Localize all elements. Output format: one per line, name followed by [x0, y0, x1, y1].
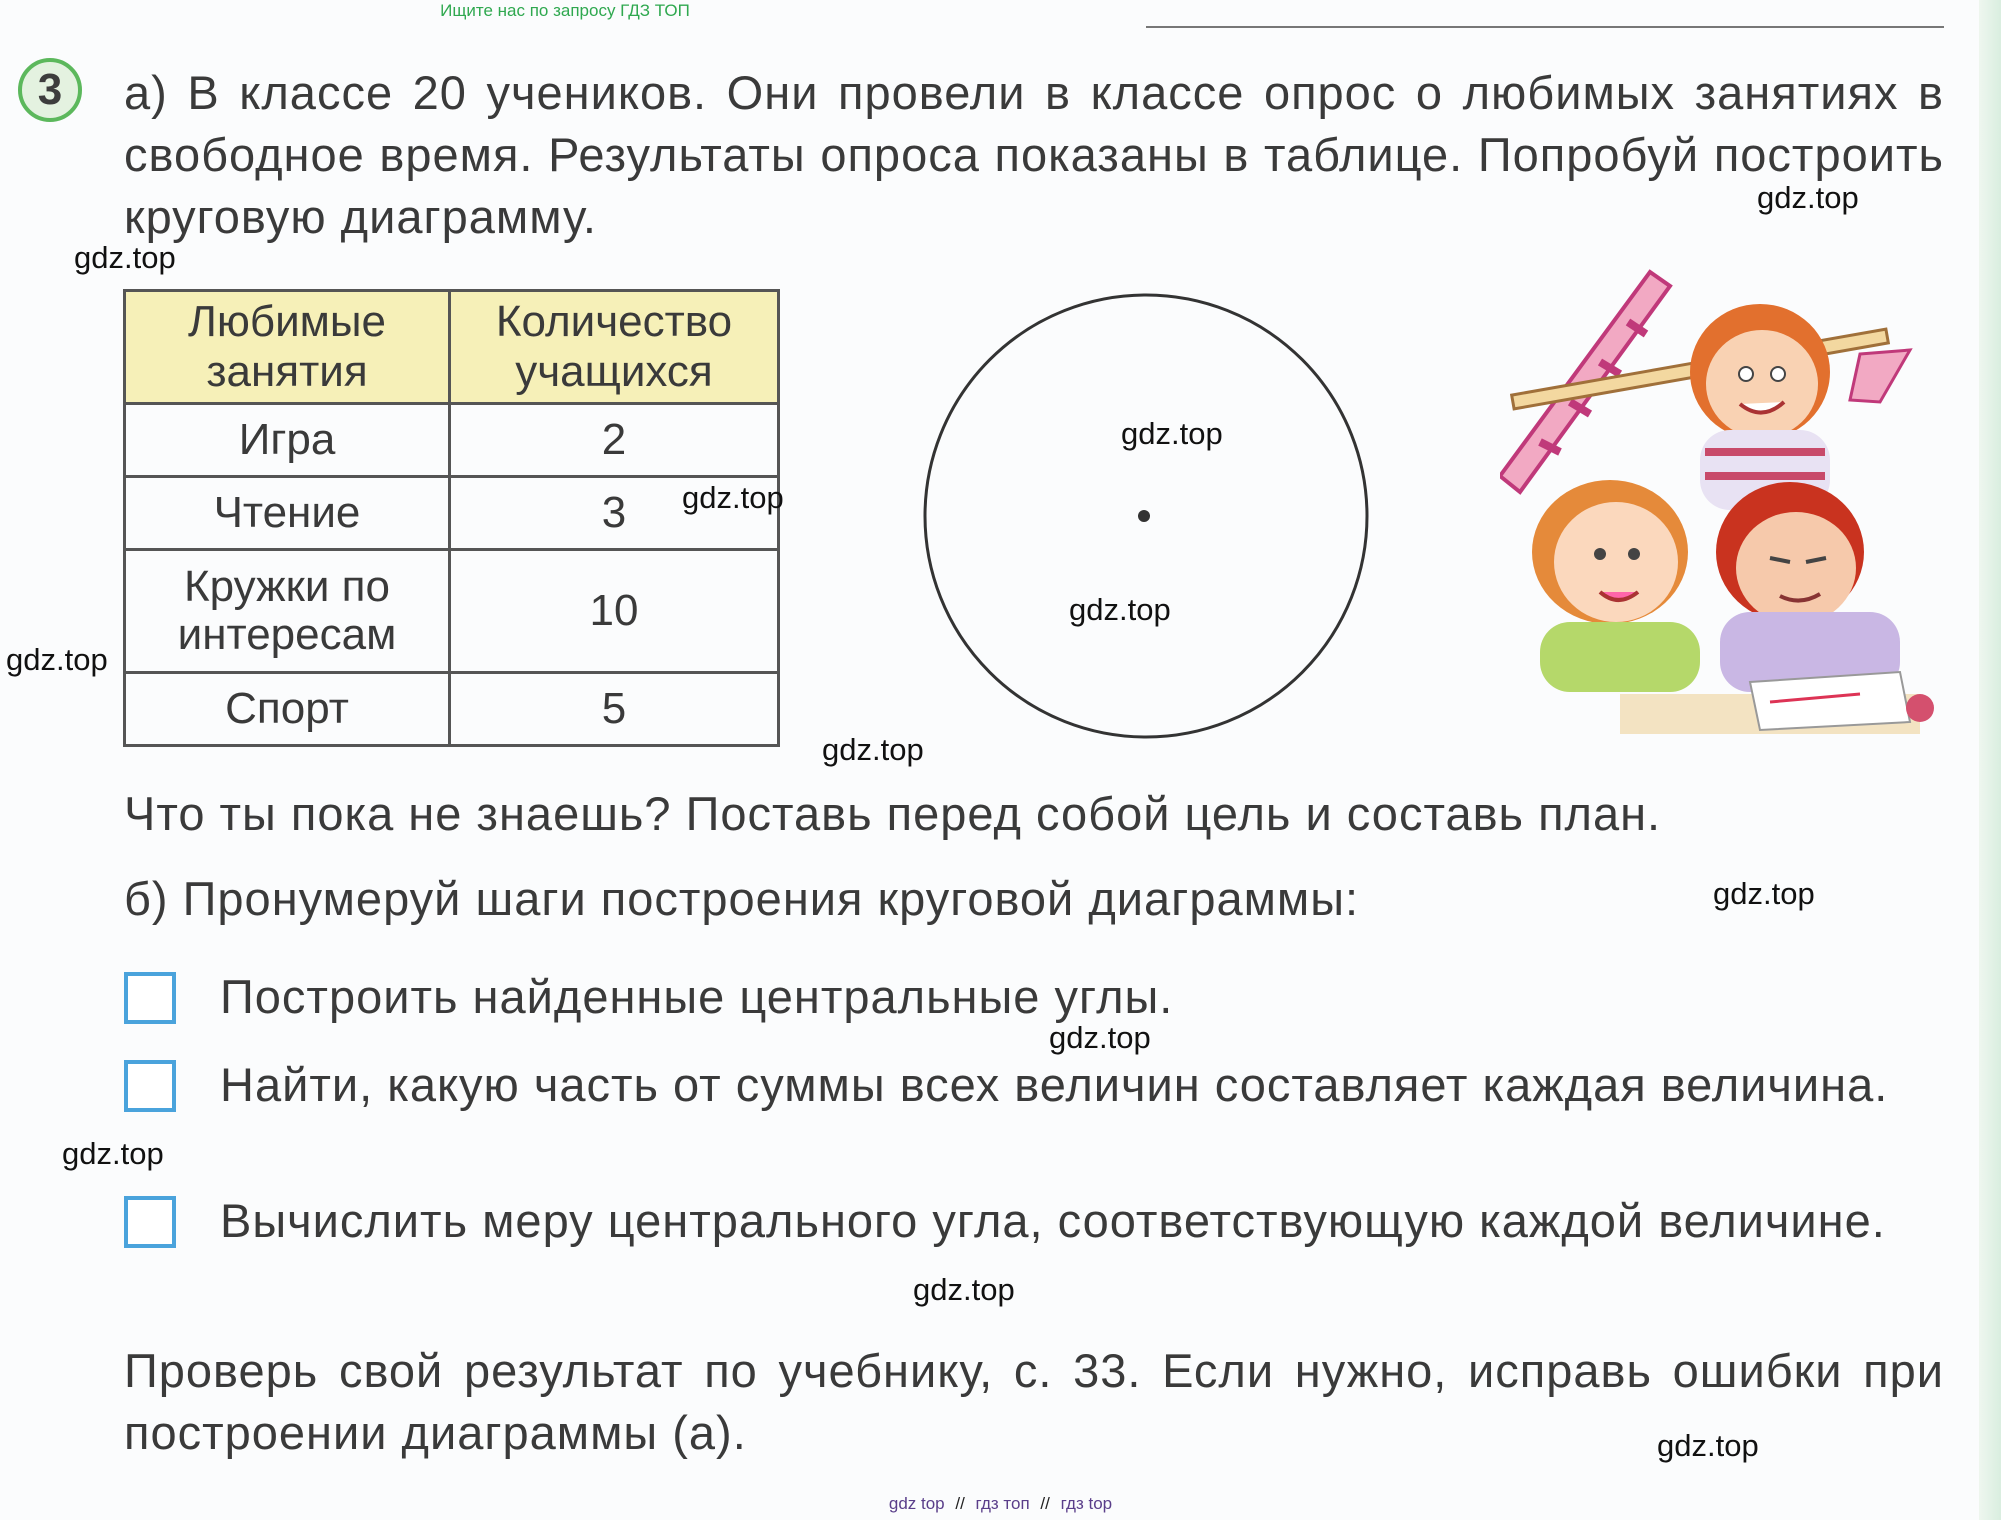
- cell-count: 2: [450, 404, 779, 477]
- table-header-row: [125, 291, 779, 404]
- watermark: gdz.top: [1657, 1428, 1759, 1463]
- question-text: Что ты пока не знаешь? Поставь перед собой цель и составь план.: [124, 787, 1662, 840]
- step-text: Построить найденные центральные углы.: [220, 970, 1174, 1023]
- footer-link[interactable]: гдз top: [1060, 1494, 1113, 1513]
- top-rule: [1146, 26, 1944, 28]
- step-number-box[interactable]: [124, 972, 176, 1024]
- table-row: [125, 673, 779, 746]
- watermark: gdz.top: [74, 240, 176, 275]
- watermark: gdz.top: [913, 1272, 1015, 1307]
- table-row: [125, 404, 779, 477]
- kids-illustration: [1500, 262, 1940, 742]
- search-banner[interactable]: Ищите нас по запросу ГДЗ ТОП: [440, 1, 690, 20]
- part-b-text: б) Пронумеруй шаги построения круговой диаграммы:: [124, 872, 1360, 925]
- step-number-box[interactable]: [124, 1196, 176, 1248]
- watermark: gdz.top: [6, 642, 108, 677]
- circle-center-dot: [1138, 510, 1150, 522]
- footer-link[interactable]: гдз топ: [975, 1494, 1030, 1513]
- watermark: gdz.top: [1713, 876, 1815, 911]
- watermark: gdz.top: [62, 1136, 164, 1171]
- boy-with-plane: [1690, 304, 1830, 510]
- cell-activity: Игра: [125, 404, 450, 477]
- footer-separator: //: [1040, 1494, 1050, 1513]
- cell-count: 10: [450, 550, 779, 673]
- watermark: gdz.top: [822, 732, 924, 767]
- page-edge: [1979, 0, 2001, 1520]
- part-a-text: а) В классе 20 учеников. Они провели в классе опрос о любимых занятиях в свободное время. Результаты опроса показаны в таблице. Попробуй построить круговую диаграмму.: [124, 66, 1944, 243]
- task-number-badge: 3: [18, 58, 82, 122]
- watermark: gdz.top: [1757, 180, 1859, 215]
- step-text: Найти, какую часть от суммы всех величин составляет каждая величина.: [220, 1058, 1889, 1111]
- cell-count: 3: [450, 477, 779, 550]
- table-row: [125, 477, 779, 550]
- girl: [1532, 480, 1700, 692]
- cell-activity: Спорт: [125, 673, 450, 746]
- table-row: [125, 550, 779, 673]
- header-activity: Любимые занятия: [125, 291, 450, 404]
- watermark: gdz.top: [1049, 1020, 1151, 1055]
- step-number-box[interactable]: [124, 1060, 176, 1112]
- watermark: gdz.top: [1069, 592, 1171, 627]
- header-count: Количество учащихся: [450, 291, 779, 404]
- survey-table: [123, 289, 780, 747]
- watermark: gdz.top: [1121, 416, 1223, 451]
- footer-links: [0, 1494, 2001, 1514]
- cell-activity: Кружки по интересам: [125, 550, 450, 673]
- cell-activity: Чтение: [125, 477, 450, 550]
- step-text: Вычислить меру центрального угла, соответствующую каждой величине.: [220, 1194, 1886, 1247]
- check-text: Проверь свой результат по учебнику, с. 33. Если нужно, исправь ошибки при построении диаграммы (а).: [124, 1344, 1944, 1459]
- cell-count: 5: [450, 673, 779, 746]
- footer-separator: //: [955, 1494, 965, 1513]
- empty-pie-circle: [918, 292, 1374, 748]
- footer-link[interactable]: gdz top: [888, 1494, 945, 1513]
- watermark: gdz.top: [682, 480, 784, 515]
